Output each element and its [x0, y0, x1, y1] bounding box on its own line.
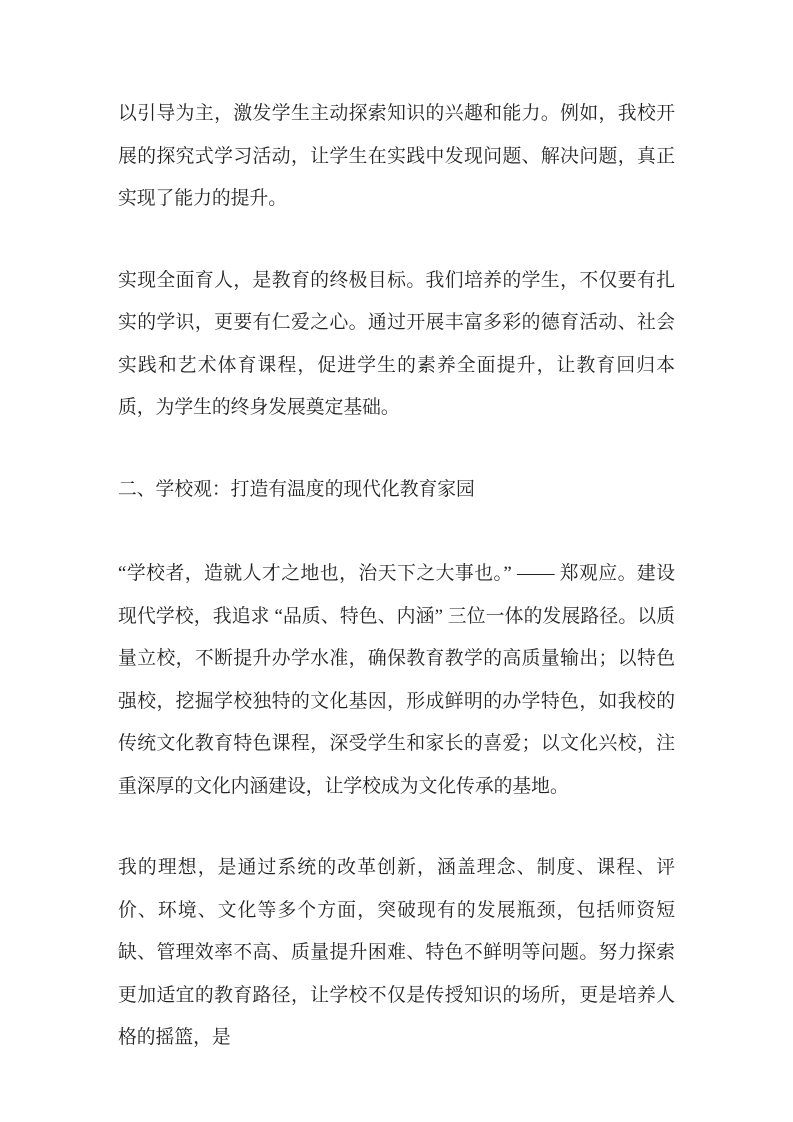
paragraph: 以引导为主，激发学生主动探索知识的兴趣和能力。例如，我校开展的探究式学习活动，让学生在实践中发现问题、解决问题，真正实现了能力的提升。 [118, 103, 675, 209]
section-heading: 二、学校观：打造有温度的现代化教育家园 [118, 478, 475, 500]
paragraph: “学校者，造就人才之地也，治天下之大事也。” —— 郑观应。建设现代学校，我追求 “品质、特色、内涵” 三位一体的发展路径。以质量立校，不断提升办学水准，确保教育教学的高质量输出；以特色强校，挖掘学校独特的文化基因，形成鲜明的办学特色，如我校的传统文化教育特色课程，深受学生和家长的喜爱；以文化兴校，注重深厚的文化内涵建设，让学校成为文化传承的基地。 [118, 563, 675, 797]
paragraph: 实现全面育人，是教育的终极目标。我们培养的学生，不仅要有扎实的学识，更要有仁爱之心。通过开展丰富多彩的德育活动、社会实践和艺术体育课程，促进学生的素养全面提升，让教育回归本质，为学生的终身发展奠定基础。 [118, 269, 675, 418]
paragraph: 我的理想，是通过系统的改革创新，涵盖理念、制度、课程、评价、环境、文化等多个方面，突破现有的发展瓶颈，包括师资短缺、管理效率不高、质量提升困难、特色不鲜明等问题。努力探索更加适宜的教育路径，让学校不仅是传授知识的场所，更是培养人格的摇篮，是 [118, 857, 675, 1048]
